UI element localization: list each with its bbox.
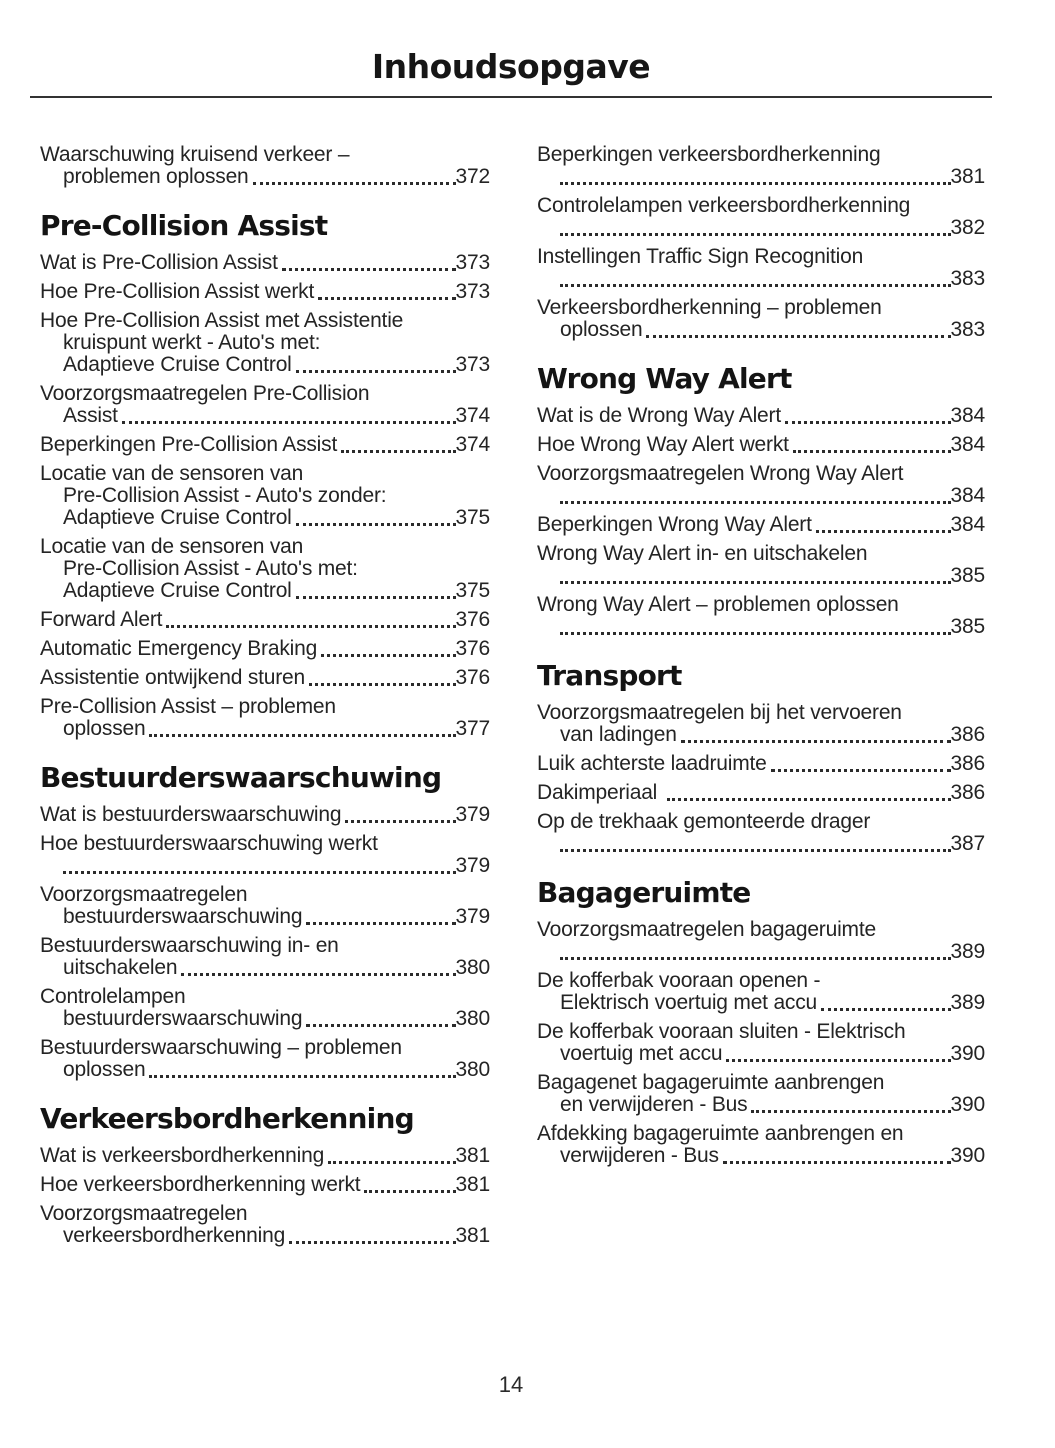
toc-entry-line: De kofferbak vooraan openen - — [537, 969, 821, 992]
toc-entry-line: Controlelampen verkeersbordherkenning — [537, 194, 911, 217]
toc-entry-lastline — [40, 957, 490, 979]
toc-entry-lastline — [40, 281, 490, 303]
toc-entry-page: 382 — [950, 216, 985, 239]
toc-entry-lastline — [537, 833, 985, 855]
toc-entry-lastline — [40, 354, 490, 376]
leader-dots — [726, 1059, 950, 1062]
toc-entry-lastline — [537, 992, 985, 1014]
toc-entry-lastline — [537, 217, 985, 239]
toc-entry-text: problemen oplossen — [63, 165, 249, 188]
toc-entry — [537, 144, 985, 188]
toc-entry — [537, 1072, 985, 1116]
toc-entry-lastline — [40, 1008, 490, 1030]
toc-entry-page: 380 — [455, 1007, 490, 1030]
toc-entry — [537, 463, 985, 507]
toc-entry-page: 373 — [455, 353, 490, 376]
toc-entry — [537, 811, 985, 855]
toc-entry — [40, 1037, 490, 1081]
toc-entry-line: Op de trekhaak gemonteerde drager — [537, 810, 871, 833]
toc-entry-line: Bagagenet bagageruimte aanbrengen — [537, 1071, 885, 1094]
toc-entry — [40, 833, 490, 877]
toc-entry-text: oplossen — [560, 318, 643, 341]
toc-entry — [537, 782, 985, 804]
leader-dots — [560, 501, 951, 504]
toc-entry-page: 384 — [950, 433, 985, 456]
section-heading: Verkeersbordherkenning — [40, 1102, 414, 1135]
leader-dots — [364, 1190, 455, 1193]
toc-entry-page: 376 — [455, 637, 490, 660]
toc-entry — [40, 804, 490, 826]
toc-entry-lastline — [537, 941, 985, 963]
toc-entry — [537, 297, 985, 341]
toc-entry-line: Wrong Way Alert in- en uitschakelen — [537, 542, 868, 565]
toc-entry-lastline — [537, 565, 985, 587]
toc-entry-line: Wrong Way Alert – problemen oplossen — [537, 593, 899, 616]
toc-entry-page: 386 — [950, 752, 985, 775]
toc-entry-page: 390 — [950, 1093, 985, 1116]
toc-entry-text: bestuurderswaarschuwing — [63, 1007, 303, 1030]
toc-entry-line: Controlelampen — [40, 985, 186, 1008]
toc-entry-text: en verwijderen - Bus — [560, 1093, 748, 1116]
toc-entry-line: Locatie van de sensoren van — [40, 535, 304, 558]
section-heading: Pre-Collision Assist — [40, 209, 328, 242]
toc-entry-lastline — [40, 609, 490, 631]
toc-entry — [40, 884, 490, 928]
toc-entry — [537, 1123, 985, 1167]
toc-entry — [40, 667, 490, 689]
toc-entry-line: kruispunt werkt - Auto's met: — [63, 331, 321, 354]
toc-entry-text: Wat is verkeersbordherkenning — [40, 1144, 325, 1167]
leader-dots — [149, 734, 455, 737]
toc-entry — [40, 434, 490, 456]
toc-entry-page: 386 — [950, 723, 985, 746]
toc-entry-text: Wat is de Wrong Way Alert — [537, 404, 781, 427]
leader-dots — [63, 871, 456, 874]
toc-entry-page: 377 — [455, 717, 490, 740]
leader-dots — [166, 625, 455, 628]
toc-entry-lastline — [537, 485, 985, 507]
toc-entry-lastline — [40, 638, 490, 660]
toc-entry-page: 384 — [950, 484, 985, 507]
toc-entry-page: 387 — [950, 832, 985, 855]
toc-entry-page: 390 — [950, 1042, 985, 1065]
toc-entry-text: verkeersbordherkenning — [63, 1224, 286, 1247]
leader-dots — [681, 740, 951, 743]
toc-entry-text: Hoe Pre-Collision Assist werkt — [40, 280, 315, 303]
toc-entry-text: Elektrisch voertuig met accu — [560, 991, 818, 1014]
leader-dots — [328, 1161, 455, 1164]
page-title: Inhoudsopgave — [371, 47, 651, 86]
toc-entry-line: Voorzorgsmaatregelen — [40, 883, 248, 906]
toc-entry-line: Beperkingen verkeersbordherkenning — [537, 143, 881, 166]
toc-entry-page: 386 — [950, 781, 985, 804]
leader-dots — [560, 632, 951, 635]
toc-entry-page: 375 — [455, 506, 490, 529]
toc-entry-page: 380 — [455, 956, 490, 979]
toc-entry — [40, 609, 490, 631]
toc-entry-line: Bestuurderswaarschuwing in- en — [40, 934, 339, 957]
toc-entry-page: 389 — [950, 940, 985, 963]
toc-entry — [40, 144, 490, 188]
toc-entry — [537, 543, 985, 587]
section-heading: Bestuurderswaarschuwing — [40, 761, 442, 794]
toc-entry-text: uitschakelen — [63, 956, 178, 979]
title-rule — [30, 96, 992, 98]
toc-entry-lastline — [40, 580, 490, 602]
section-heading: Wrong Way Alert — [537, 362, 792, 395]
toc-entry-lastline — [40, 1145, 490, 1167]
toc-entry-lastline — [40, 1174, 490, 1196]
toc-entry-lastline — [40, 434, 490, 456]
toc-entry-lastline — [537, 1043, 985, 1065]
toc-entry-lastline — [40, 718, 490, 740]
toc-entry-line: Voorzorgsmaatregelen — [40, 1202, 248, 1225]
toc-entry — [40, 638, 490, 660]
toc-entry-lastline — [537, 434, 985, 456]
toc-entry-text: verwijderen - Bus — [560, 1144, 719, 1167]
toc-entry — [40, 463, 490, 529]
toc-column-right — [537, 144, 985, 1254]
toc-entry-text: Automatic Emergency Braking — [40, 637, 318, 660]
toc-entry-lastline — [40, 405, 490, 427]
toc-entry-page: 374 — [455, 404, 490, 427]
leader-dots — [296, 523, 456, 526]
toc-entry-page: 375 — [455, 579, 490, 602]
leader-dots — [318, 297, 455, 300]
toc-entry-page: 379 — [455, 854, 490, 877]
toc-entry-line: Bestuurderswaarschuwing – problemen — [40, 1036, 402, 1059]
toc-entry-text: Dakimperiaal — [537, 781, 663, 804]
toc-entry-line: Instellingen Traffic Sign Recognition — [537, 245, 864, 268]
toc-entry-lastline — [537, 1145, 985, 1167]
toc-entry-line: Pre-Collision Assist - Auto's met: — [63, 557, 358, 580]
section-heading: Bagageruimte — [537, 876, 751, 909]
toc-entry-line: Hoe Pre-Collision Assist met Assistentie — [40, 309, 404, 332]
toc-entry-text: bestuurderswaarschuwing — [63, 905, 303, 928]
leader-dots — [560, 849, 951, 852]
toc-entry-text: Assist — [63, 404, 118, 427]
leader-dots — [306, 1024, 455, 1027]
toc-entry — [40, 536, 490, 602]
leader-dots — [723, 1161, 951, 1164]
toc-entry-text: voertuig met accu — [560, 1042, 723, 1065]
toc-entry — [40, 935, 490, 979]
toc-entry-text: van ladingen — [560, 723, 677, 746]
toc-entry-page: 383 — [950, 318, 985, 341]
toc-entry-text: Wat is Pre-Collision Assist — [40, 251, 278, 274]
toc-entry-lastline — [537, 319, 985, 341]
toc-entry-page: 390 — [950, 1144, 985, 1167]
toc-entry-lastline — [537, 166, 985, 188]
toc-entry-line: Pre-Collision Assist – problemen — [40, 695, 336, 718]
toc-entry-line: Waarschuwing kruisend verkeer – — [40, 143, 350, 166]
toc-entry-page: 372 — [455, 165, 490, 188]
toc-entry-lastline — [40, 906, 490, 928]
toc-entry-lastline — [537, 616, 985, 638]
leader-dots — [560, 957, 951, 960]
toc-entry — [537, 195, 985, 239]
toc-entry — [40, 986, 490, 1030]
toc-entry-text: Adaptieve Cruise Control — [63, 506, 292, 529]
toc-entry-page: 383 — [950, 267, 985, 290]
toc-entry-text: Wat is bestuurderswaarschuwing — [40, 803, 342, 826]
toc-entry-text: Beperkingen Wrong Way Alert — [537, 513, 812, 536]
toc-entry-page: 381 — [950, 165, 985, 188]
toc-entry-page: 389 — [950, 991, 985, 1014]
toc-entry-lastline — [40, 855, 490, 877]
toc-entry-line: Afdekking bagageruimte aanbrengen en — [537, 1122, 904, 1145]
toc-column-left — [40, 144, 490, 1254]
toc-entry-text: Forward Alert — [40, 608, 163, 631]
toc-entry-page: 376 — [455, 666, 490, 689]
toc-entry-line: Voorzorgsmaatregelen bagageruimte — [537, 918, 876, 941]
toc-entry-text: Hoe Wrong Way Alert werkt — [537, 433, 789, 456]
toc-entry-page: 385 — [950, 564, 985, 587]
toc-entry — [40, 310, 490, 376]
toc-entry-text: Assistentie ontwijkend sturen — [40, 666, 306, 689]
leader-dots — [560, 182, 951, 185]
leader-dots — [282, 268, 456, 271]
toc-entry — [537, 753, 985, 775]
leader-dots — [309, 683, 456, 686]
toc-entry — [40, 696, 490, 740]
leader-dots — [296, 596, 456, 599]
toc-entry — [537, 514, 985, 536]
toc-entry — [537, 702, 985, 746]
toc-entry-page: 384 — [950, 513, 985, 536]
leader-dots — [122, 421, 456, 424]
toc-entry — [40, 1145, 490, 1167]
leader-dots — [560, 233, 951, 236]
leader-dots — [785, 421, 951, 424]
toc-entry-text: Adaptieve Cruise Control — [63, 353, 292, 376]
toc-entry-line: De kofferbak vooraan sluiten - Elektrisch — [537, 1020, 906, 1043]
leader-dots — [253, 182, 456, 185]
toc-entry-page: 384 — [950, 404, 985, 427]
toc-entry-page: 385 — [950, 615, 985, 638]
section-heading: Transport — [537, 659, 682, 692]
toc-entry — [537, 919, 985, 963]
toc-entry-page: 379 — [455, 803, 490, 826]
toc-entry-lastline — [537, 1094, 985, 1116]
toc-entry-lastline — [40, 667, 490, 689]
toc-entry — [40, 281, 490, 303]
page-number: 14 — [498, 1372, 524, 1397]
leader-dots — [560, 284, 951, 287]
leader-dots — [560, 581, 951, 584]
toc-entry-page: 380 — [455, 1058, 490, 1081]
toc-entry — [537, 1021, 985, 1065]
leader-dots — [646, 335, 950, 338]
toc-entry — [40, 383, 490, 427]
toc-entry-lastline — [537, 753, 985, 775]
leader-dots — [821, 1008, 951, 1011]
leader-dots — [345, 820, 455, 823]
leader-dots — [341, 450, 455, 453]
toc-entry-lastline — [40, 507, 490, 529]
toc-entry — [537, 246, 985, 290]
toc-entry-lastline — [40, 1059, 490, 1081]
toc-entry-line: Pre-Collision Assist - Auto's zonder: — [63, 484, 387, 507]
leader-dots — [816, 530, 951, 533]
toc-entry — [40, 1203, 490, 1247]
toc-entry-page: 373 — [455, 280, 490, 303]
toc-entry-line: Verkeersbordherkenning – problemen — [537, 296, 882, 319]
toc-entry — [537, 594, 985, 638]
leader-dots — [793, 450, 951, 453]
toc-entry-lastline — [40, 1225, 490, 1247]
leader-dots — [771, 769, 951, 772]
toc-entry-page: 379 — [455, 905, 490, 928]
toc-entry-page: 381 — [455, 1144, 490, 1167]
toc-entry — [537, 405, 985, 427]
toc-entry-lastline — [537, 782, 985, 804]
toc-entry-line: Hoe bestuurderswaarschuwing werkt — [40, 832, 378, 855]
toc-entry-line: Voorzorgsmaatregelen Pre-Collision — [40, 382, 370, 405]
toc-entry-line: Voorzorgsmaatregelen Wrong Way Alert — [537, 462, 904, 485]
leader-dots — [289, 1241, 455, 1244]
toc-entry — [40, 1174, 490, 1196]
toc-entry — [537, 434, 985, 456]
toc-entry-lastline — [40, 166, 490, 188]
toc-entry-lastline — [537, 724, 985, 746]
toc-entry-text: oplossen — [63, 1058, 146, 1081]
leader-dots — [306, 922, 455, 925]
leader-dots — [149, 1075, 455, 1078]
toc-entry-lastline — [40, 252, 490, 274]
leader-dots — [181, 973, 455, 976]
toc-entry-text: oplossen — [63, 717, 146, 740]
toc-entry-text: Luik achterste laadruimte — [537, 752, 767, 775]
toc-entry-text: Beperkingen Pre-Collision Assist — [40, 433, 338, 456]
toc-entry-text: Adaptieve Cruise Control — [63, 579, 292, 602]
leader-dots — [751, 1110, 950, 1113]
toc-entry-lastline — [537, 268, 985, 290]
leader-dots — [296, 370, 456, 373]
toc-entry-page: 381 — [455, 1173, 490, 1196]
leader-dots — [667, 798, 951, 801]
toc-entry-page: 374 — [455, 433, 490, 456]
toc-columns — [40, 144, 1055, 1254]
toc-entry-lastline — [537, 514, 985, 536]
toc-entry-lastline — [40, 804, 490, 826]
leader-dots — [321, 654, 455, 657]
toc-entry-text: Hoe verkeersbordherkenning werkt — [40, 1173, 361, 1196]
toc-entry — [40, 252, 490, 274]
toc-entry — [537, 970, 985, 1014]
toc-entry-lastline — [537, 405, 985, 427]
toc-entry-line: Locatie van de sensoren van — [40, 462, 304, 485]
toc-entry-page: 376 — [455, 608, 490, 631]
toc-entry-page: 373 — [455, 251, 490, 274]
toc-entry-page: 381 — [455, 1224, 490, 1247]
toc-entry-line: Voorzorgsmaatregelen bij het vervoeren — [537, 701, 902, 724]
